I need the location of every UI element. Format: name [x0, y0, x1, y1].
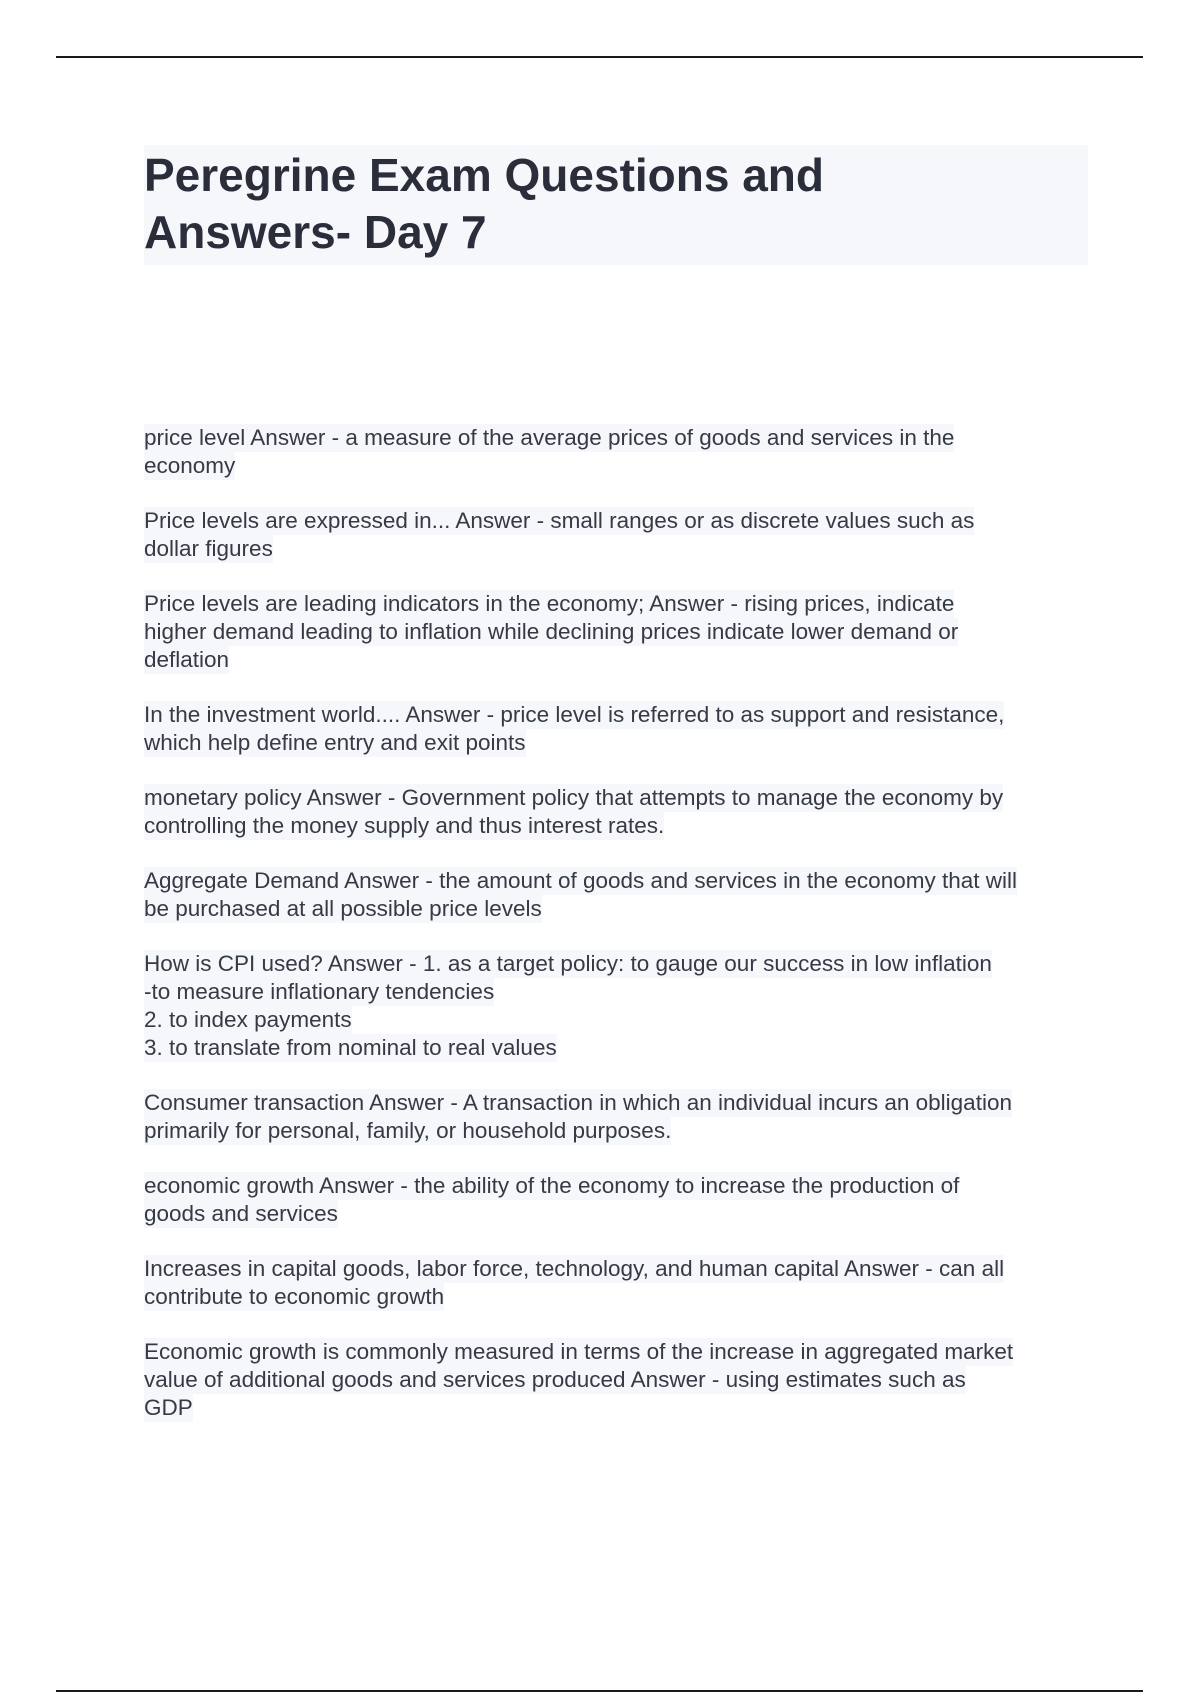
- qa-text-line: higher demand leading to inflation while declining prices indicate lower demand or: [144, 619, 959, 644]
- qa-text-line: -to measure inflationary tendencies: [144, 979, 495, 1004]
- qa-text-line: deflation: [144, 647, 230, 672]
- qa-text-line: Increases in capital goods, labor force, technology, and human capital Answer - can all: [144, 1256, 1005, 1281]
- qa-item: [144, 424, 1094, 480]
- qa-text-line: Price levels are leading indicators in the economy; Answer - rising prices, indicate: [144, 591, 955, 616]
- qa-list: [144, 424, 1094, 1449]
- qa-item: [144, 507, 1094, 563]
- qa-item: [144, 1172, 1094, 1228]
- bottom-divider: [56, 1690, 1143, 1692]
- qa-text-line: economy: [144, 453, 236, 478]
- qa-text-line: which help define entry and exit points: [144, 730, 526, 755]
- qa-text-line: Consumer transaction Answer - A transaction in which an individual incurs an obligation: [144, 1090, 1012, 1115]
- qa-item: [144, 784, 1094, 840]
- qa-text-line: Economic growth is commonly measured in terms of the increase in aggregated market: [144, 1339, 1014, 1364]
- qa-text-line: dollar figures: [144, 536, 273, 561]
- qa-text-line: value of additional goods and services produced Answer - using estimates such as: [144, 1367, 966, 1392]
- qa-text-line: How is CPI used? Answer - 1. as a target policy: to gauge our success in low inflation: [144, 951, 992, 976]
- qa-text-line: contribute to economic growth: [144, 1284, 445, 1309]
- top-divider: [56, 56, 1143, 58]
- qa-text-line: Aggregate Demand Answer - the amount of goods and services in the economy that will: [144, 868, 1017, 893]
- qa-item: [144, 950, 1094, 1062]
- qa-text-line: GDP: [144, 1395, 193, 1420]
- qa-text-line: 3. to translate from nominal to real values: [144, 1035, 557, 1060]
- qa-text-line: controlling the money supply and thus interest rates.: [144, 813, 665, 838]
- qa-text-line: 2. to index payments: [144, 1007, 352, 1032]
- qa-item: [144, 867, 1094, 923]
- qa-text-line: In the investment world.... Answer - price level is referred to as support and resistance,: [144, 702, 1005, 727]
- qa-text-line: be purchased at all possible price levels: [144, 896, 542, 921]
- qa-item: [144, 590, 1094, 674]
- title-block: [144, 145, 1088, 265]
- qa-text-line: monetary policy Answer - Government policy that attempts to manage the economy by: [144, 785, 1004, 810]
- qa-text-line: economic growth Answer - the ability of the economy to increase the production of: [144, 1173, 960, 1198]
- qa-text-line: price level Answer - a measure of the average prices of goods and services in the: [144, 425, 955, 450]
- qa-item: [144, 1255, 1094, 1311]
- qa-text-line: Price levels are expressed in... Answer - small ranges or as discrete values such as: [144, 508, 975, 533]
- qa-item: [144, 701, 1094, 757]
- qa-text-line: primarily for personal, family, or household purposes.: [144, 1118, 672, 1143]
- page-title: Peregrine Exam Questions and Answers- Day 7: [144, 149, 825, 258]
- qa-text-line: goods and services: [144, 1201, 338, 1226]
- qa-item: [144, 1338, 1094, 1422]
- qa-item: [144, 1089, 1094, 1145]
